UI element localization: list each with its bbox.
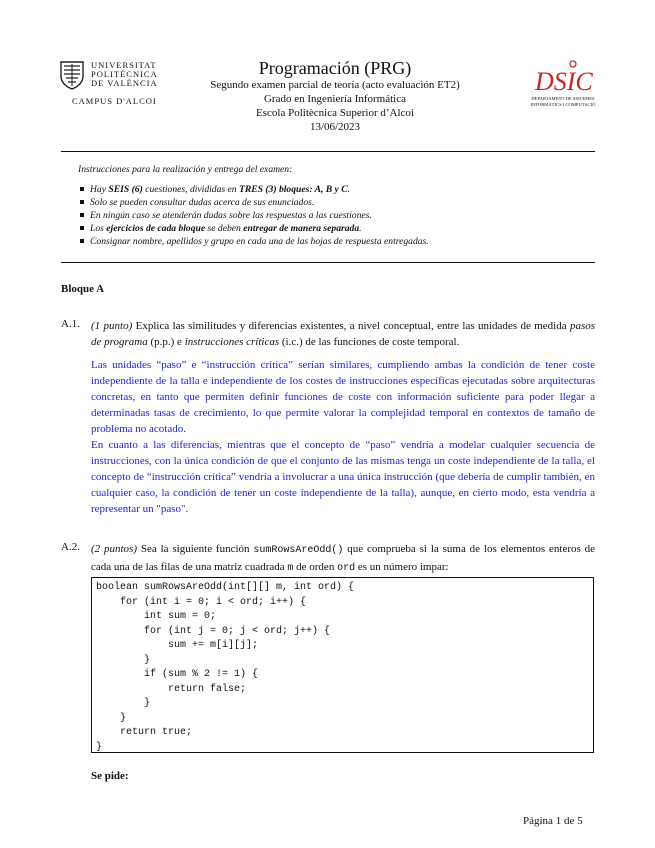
instruction-bold: entregar de manera separada	[243, 223, 360, 234]
upv-name-line-3: DE VALÈNCIA	[91, 78, 158, 88]
dsic-subtitle-line-1: DEPARTAMENT DE SISTEMES	[531, 96, 595, 101]
instruction-bold: SEIS (6)	[108, 184, 143, 195]
instruction-bold: TRES (3) bloques: A, B y C	[238, 184, 348, 195]
instructions-list	[78, 183, 598, 248]
question-number-a2: A.2.	[61, 541, 80, 553]
top-rule	[61, 151, 595, 152]
question-text: de orden	[293, 561, 338, 573]
bullet-icon	[80, 213, 84, 217]
code-text: boolean sumRowsAreOdd(int[][] m, int ord) { for (int i = 0; i < ord; i++) { int sum = 0; for (int j = 0; j < ord; j++) { sum += m[i][j]; } if (sum % 2 != 1) { return false; } } return true; }	[96, 582, 355, 753]
question-text: es un número impar:	[355, 561, 449, 573]
question-term: pasos de programa	[91, 320, 595, 348]
exam-header	[170, 58, 500, 134]
instruction-item	[78, 222, 598, 235]
bullet-icon	[80, 200, 84, 204]
dsic-mark-icon	[533, 60, 595, 94]
dsic-subtitle-line-2: INFORMÀTICS I COMPUTACIÓ	[530, 101, 596, 107]
se-pide-heading: Se pide:	[91, 770, 129, 782]
instruction-item	[78, 209, 598, 222]
inline-code: ord	[337, 563, 356, 574]
course-title: Programación (PRG)	[258, 58, 412, 78]
question-text: Explica las similitudes y diferencias existentes, a nivel conceptual, entre las unidades de medida	[132, 320, 570, 332]
answer-paragraph-1: Las unidades “paso” e “instrucción crítica” serían similares, cumpliendo ambas la condición de tener coste independiente de la talla e independiente de los costes de instrucciones específicas ejecutadas sobre arquitecturas concretas, en tanto que permiten definir funciones de coste con información suficiente para poder llegar a determinadas tasas de crecimiento, lo que permite valorar la complejidad temporal en contextos de tamaño de problema no acotado.	[91, 359, 595, 435]
question-term: instrucciones críticas	[184, 336, 280, 348]
question-text: que comprueba si la suma de los elementos enteros de cada una de las filas de una matriz cuadrada	[91, 543, 595, 573]
question-a2	[91, 541, 595, 577]
instruction-text: Los	[90, 223, 107, 234]
instruction-bold: ejercicios de cada bloque	[106, 223, 206, 234]
page-number: Página 1 de 5	[523, 815, 583, 827]
bullet-icon	[80, 239, 84, 243]
instruction-text: En ningún caso se atenderán dudas sobre las respuestas a las cuestiones.	[90, 210, 372, 221]
answer-a1	[91, 357, 595, 517]
instruction-text: Consignar nombre, apellidos y grupo en cada una de las hojas de respuesta entregadas.	[90, 236, 429, 247]
dsic-subtitle	[527, 96, 599, 107]
degree-name: Grado en Ingeniería Informática	[263, 93, 406, 105]
upv-name-line-2: POLITÈCNICA	[91, 69, 158, 79]
bottom-rule	[61, 262, 595, 263]
question-points: (2 puntos)	[91, 543, 138, 555]
upv-logo	[58, 60, 158, 110]
bullet-icon	[80, 226, 84, 230]
instruction-text: .	[347, 184, 351, 195]
exam-name: Segundo examen parcial de teoría (acto evaluación ET2)	[210, 79, 460, 91]
instructions	[78, 163, 598, 248]
instruction-item	[78, 183, 598, 196]
instruction-item	[78, 235, 598, 248]
question-points: (1 punto)	[91, 320, 133, 332]
upv-name-line-1: UNIVERSITAT	[91, 60, 157, 70]
instruction-text: .	[359, 223, 362, 234]
instruction-item	[78, 196, 598, 209]
upv-crest-icon	[58, 60, 86, 90]
question-text: (i.c.) de las funciones de coste temporal.	[279, 336, 460, 348]
dsic-logo	[527, 60, 599, 110]
inline-code: sumRowsAreOdd()	[253, 545, 344, 556]
upv-campus: CAMPUS D'ALCOI	[72, 96, 157, 106]
instructions-title: Instrucciones para la realización y entrega del examen:	[78, 164, 293, 175]
question-a1	[91, 318, 595, 350]
code-listing	[91, 577, 594, 753]
question-number-a1: A.1.	[61, 318, 80, 330]
answer-paragraph-2: En cuanto a las diferencias, mientras que el concepto de “paso” vendría a modelar cualquier secuencia de instrucciones, con la única condición de que el conjunto de las mismas tenga un coste independiente de la talla, el concepto de “instrucción crítica” vendría a involucrar a una única instrucción (que debería de cumplir también, en cualquier caso, la condición de tener un coste independiente de la talla), aunque, en cierto modo, esta vendría a representar un "paso".	[91, 439, 595, 515]
question-text: Sea la siguiente función	[137, 543, 254, 555]
inline-code: m	[287, 563, 294, 574]
instruction-text: Hay	[90, 184, 109, 195]
exam-date: 13/06/2023	[309, 121, 361, 133]
svg-text:DSIC: DSIC	[535, 67, 593, 94]
school-name: Escola Politècnica Superior d’Alcoi	[256, 107, 414, 119]
instruction-text: Solo se pueden consultar dudas acerca de sus enunciados.	[90, 197, 315, 208]
question-text: (p.p.) e	[147, 336, 185, 348]
instruction-text: cuestiones, divididas en	[142, 184, 239, 195]
bullet-icon	[80, 187, 84, 191]
section-heading: Bloque A	[61, 283, 105, 295]
instruction-text: se deben	[205, 223, 244, 234]
